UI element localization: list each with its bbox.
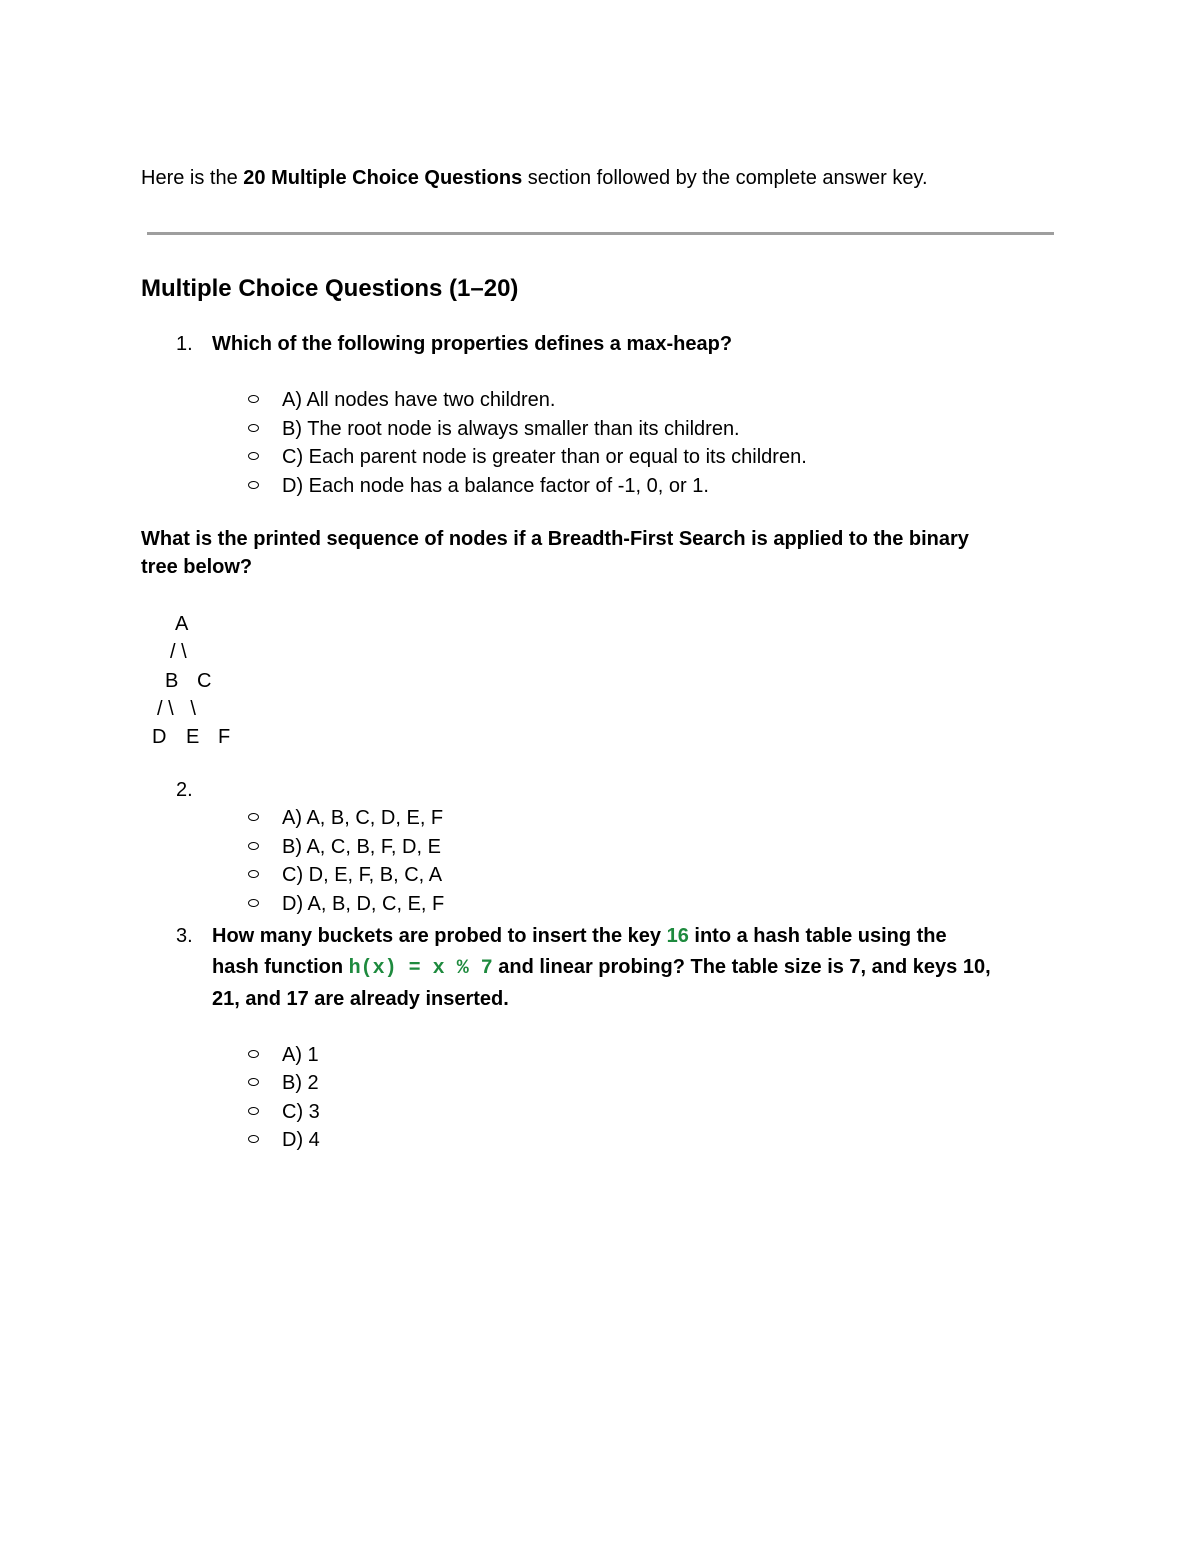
circle-bullet-icon — [248, 813, 259, 821]
q2-option-a: A) A, B, C, D, E, F — [282, 807, 444, 829]
q1-option-c: C) Each parent node is greater than or equal to its children. — [282, 446, 807, 468]
circle-bullet-icon — [248, 899, 259, 907]
tree-node-d: D — [152, 726, 167, 748]
q3-option-b: B) 2 — [282, 1072, 319, 1094]
circle-bullet-icon — [248, 424, 259, 432]
tree-node-a: A — [175, 613, 189, 635]
circle-bullet-icon — [248, 842, 259, 850]
q3-option-c: C) 3 — [282, 1101, 320, 1123]
tree-edges-root: / \ — [170, 641, 187, 663]
q1-option-a: A) All nodes have two children. — [282, 389, 556, 411]
q1-text: Which of the following properties defines a max-heap? — [212, 333, 733, 355]
circle-bullet-icon — [248, 870, 259, 878]
q3-text-line3: 21, and 17 are already inserted. — [212, 988, 509, 1010]
circle-bullet-icon — [248, 1050, 259, 1058]
tree-node-f: F — [218, 726, 231, 748]
q2-option-d: D) A, B, D, C, E, F — [282, 893, 445, 915]
tree-node-b: B — [165, 670, 179, 692]
tree-node-c: C — [197, 670, 212, 692]
circle-bullet-icon — [248, 481, 259, 489]
q2-text-line1: What is the printed sequence of nodes if a Breadth-First Search is applied to the binary — [141, 528, 969, 550]
q2-number: 2. — [176, 779, 193, 801]
circle-bullet-icon — [248, 1135, 259, 1143]
circle-bullet-icon — [248, 395, 259, 403]
q3-key: 16 — [666, 925, 689, 947]
intro-text: Here is the 20 Multiple Choice Questions section followed by the complete answer key. — [141, 167, 928, 189]
horizontal-divider — [147, 232, 1054, 235]
q3-option-d: D) 4 — [282, 1129, 320, 1151]
section-heading: Multiple Choice Questions (1–20) — [141, 275, 519, 302]
q2-option-b: B) A, C, B, F, D, E — [282, 836, 441, 858]
intro-bold: 20 Multiple Choice Questions — [243, 167, 523, 189]
q2-text-line2: tree below? — [141, 556, 253, 578]
circle-bullet-icon — [248, 1107, 259, 1115]
q3-text-line2: hash function h(x) = x % 7 and linear probing? The table size is 7, and keys 10, — [212, 956, 991, 980]
q2-option-c: C) D, E, F, B, C, A — [282, 864, 443, 886]
q3-hash-function-code: h(x) = x % 7 — [348, 957, 493, 980]
q1-number: 1. — [176, 333, 193, 355]
tree-node-e: E — [186, 726, 200, 748]
tree-edges-level2: / \ \ — [157, 698, 196, 720]
q3-text-line1: How many buckets are probed to insert the key 16 into a hash table using the — [212, 925, 947, 947]
q3-number: 3. — [176, 925, 193, 947]
q1-option-d: D) Each node has a balance factor of -1, 0, or 1. — [282, 475, 709, 497]
circle-bullet-icon — [248, 1078, 259, 1086]
q3-option-a: A) 1 — [282, 1044, 319, 1066]
circle-bullet-icon — [248, 452, 259, 460]
q1-option-b: B) The root node is always smaller than its children. — [282, 418, 740, 440]
